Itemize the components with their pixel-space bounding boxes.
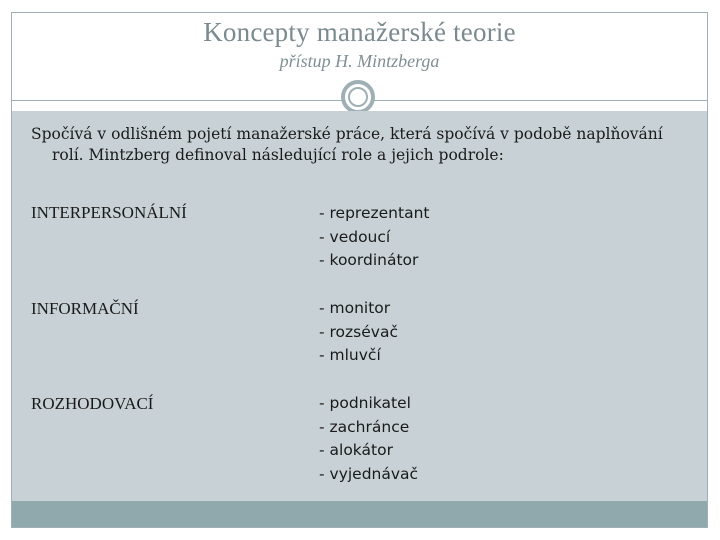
ring-ornament-icon	[341, 80, 375, 114]
slide-subtitle: přístup H. Mintzberga	[279, 51, 440, 71]
role-name-decisional: ROZHODOVACÍ	[31, 394, 154, 413]
subrole-item: - vyjednávač	[319, 464, 419, 483]
slide-title: Koncepty manažerské teorie	[203, 17, 516, 47]
intro-line-2: rolí. Mintzberg definoval následující role a jejich podrole:	[52, 146, 504, 164]
subrole-item: - alokátor	[319, 441, 393, 459]
subrole-item: - reprezentant	[319, 204, 430, 222]
subrole-item: - vedoucí	[319, 227, 391, 246]
subrole-list-informational	[319, 297, 398, 368]
intro-line-1: Spočívá v odlišném pojetí manažerské práce, která spočívá v podobě naplňování	[31, 125, 663, 143]
subrole-item: - mluvčí	[319, 346, 381, 364]
subrole-list-interpersonal	[319, 202, 429, 273]
slide-content	[12, 111, 707, 501]
subrole-item: - zachránce	[319, 417, 410, 436]
subrole-item: - podnikatel	[319, 394, 411, 412]
slide	[11, 12, 708, 528]
footer-bar	[12, 501, 707, 527]
subrole-item: - koordinátor	[319, 251, 419, 269]
subrole-item: - rozsévač	[319, 322, 398, 341]
subrole-item: - monitor	[319, 299, 391, 317]
role-name-interpersonal: INTERPERSONÁLNÍ	[31, 203, 187, 222]
role-name-informational: INFORMAČNÍ	[31, 299, 139, 318]
subrole-list-decisional	[319, 392, 418, 486]
intro-text	[31, 124, 691, 166]
